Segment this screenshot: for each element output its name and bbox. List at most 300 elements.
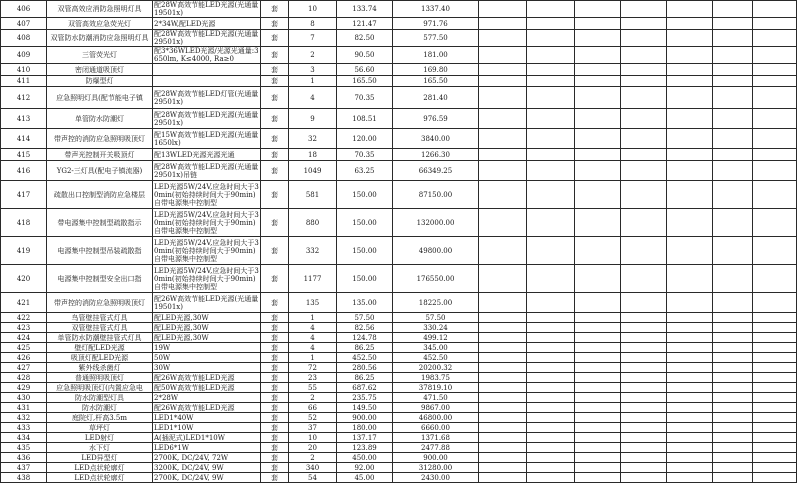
cell-empty: [527, 161, 575, 181]
cell-empty: [621, 64, 667, 76]
cell-empty: [527, 443, 575, 453]
cell-empty: [667, 463, 713, 473]
cell-empty: [753, 343, 797, 353]
cell-empty: [713, 265, 753, 293]
cell-spec: LED光源5W/24V,应急时间大于30min(初始持续时间大于90min)自带电源集中控制型: [154, 210, 259, 235]
cell-empty: [479, 149, 527, 161]
cell-empty: [479, 433, 527, 443]
cell-total: 31280.00: [393, 463, 479, 473]
cell-unit: 套: [261, 393, 289, 403]
cell-empty: [479, 413, 527, 423]
table-row: [1, 393, 797, 403]
cell-empty: [713, 47, 753, 64]
cell-empty: [667, 383, 713, 393]
cell-empty: [621, 403, 667, 413]
cell-qty: 2: [289, 47, 337, 64]
cell-qty: 20: [289, 443, 337, 453]
cell-no: 421: [1, 293, 47, 313]
cell-spec: 2700K, DC/24V, 72W: [153, 453, 261, 463]
cell-unit: 套: [261, 333, 289, 343]
cell-empty: [575, 293, 621, 313]
cell-empty: [575, 333, 621, 343]
cell-empty: [527, 87, 575, 109]
cell-unit: 套: [261, 149, 289, 161]
cell-empty: [667, 403, 713, 413]
cell-price: 90.50: [337, 47, 393, 64]
cell-price: 137.17: [337, 433, 393, 443]
cell-total: 471.50: [393, 393, 479, 403]
cell-empty: [575, 64, 621, 76]
cell-unit: 套: [261, 343, 289, 353]
cell-empty: [713, 463, 753, 473]
cell-empty: [527, 343, 575, 353]
cell-empty: [713, 423, 753, 433]
cell-empty: [575, 353, 621, 363]
cell-empty: [479, 423, 527, 433]
cell-no: 429: [1, 383, 47, 393]
cell-empty: [753, 353, 797, 363]
cell-total: 1337.40: [393, 1, 479, 18]
cell-spec: LED6*1W: [153, 443, 261, 453]
cell-unit: 套: [261, 403, 289, 413]
cell-empty: [479, 109, 527, 129]
cell-spec: 2700K, DC/24V, 9W: [153, 473, 261, 483]
cell-unit: 套: [261, 161, 289, 181]
cell-empty: [713, 443, 753, 453]
cell-total: 3840.00: [393, 129, 479, 149]
cell-empty: [527, 64, 575, 76]
cell-empty: [713, 393, 753, 403]
cell-empty: [667, 237, 713, 265]
cell-empty: [479, 443, 527, 453]
cell-name: 草坪灯: [47, 423, 153, 433]
cell-unit: 套: [261, 473, 289, 483]
cell-empty: [753, 313, 797, 323]
cell-empty: [667, 353, 713, 363]
cell-empty: [753, 473, 797, 483]
cell-qty: 18: [289, 149, 337, 161]
cell-empty: [621, 433, 667, 443]
cell-empty: [527, 353, 575, 363]
cell-qty: 37: [289, 423, 337, 433]
cell-spec: 配28W高效节能LED光源(光通量29501x)吊链: [153, 161, 261, 181]
cell-empty: [527, 149, 575, 161]
cell-price: 687.62: [337, 383, 393, 393]
cell-price: 70.35: [337, 149, 393, 161]
cell-empty: [753, 363, 797, 373]
cell-spec: 配26W高效节能LED光源: [153, 403, 261, 413]
table-row: [1, 18, 797, 30]
cell-qty: 2: [289, 453, 337, 463]
table-row: [1, 383, 797, 393]
cell-qty: 4: [289, 343, 337, 353]
cell-name: 电源集中控制型吊装疏散指: [47, 237, 153, 265]
table-row: [1, 423, 797, 433]
cell-empty: [713, 363, 753, 373]
cell-unit: 套: [261, 383, 289, 393]
cell-empty: [527, 393, 575, 403]
cell-name: 防水防潮灯: [47, 403, 153, 413]
cell-empty: [667, 47, 713, 64]
cell-name: 防水防潮型灯具: [47, 393, 153, 403]
cell-empty: [575, 453, 621, 463]
cell-no: 420: [1, 265, 47, 293]
cell-total: 971.76: [393, 18, 479, 30]
cell-total: 181.00: [393, 47, 479, 64]
cell-no: 411: [1, 76, 47, 87]
table-row: [1, 353, 797, 363]
cell-empty: [667, 129, 713, 149]
cell-price: 124.78: [337, 333, 393, 343]
cell-spec: 配26W高效节能LED光源: [153, 373, 261, 383]
cell-qty: 9: [289, 109, 337, 129]
cell-empty: [479, 64, 527, 76]
cell-name: 带声控的消防应急照明吸顶灯: [47, 129, 153, 149]
cell-empty: [667, 209, 713, 237]
cell-total: 2477.88: [393, 443, 479, 453]
cell-unit: 套: [261, 1, 289, 18]
cell-price: 450.00: [337, 453, 393, 463]
cell-empty: [479, 181, 527, 209]
cell-qty: 1: [289, 76, 337, 87]
cell-empty: [667, 343, 713, 353]
cell-total: 976.59: [393, 109, 479, 129]
cell-empty: [479, 18, 527, 30]
cell-empty: [575, 373, 621, 383]
cell-qty: 332: [289, 237, 337, 265]
cell-empty: [575, 423, 621, 433]
cell-name: 应急照明吸顶灯(内置应急电: [47, 383, 153, 393]
cell-total: 49800.00: [393, 237, 479, 265]
cell-name: 密闭通道吸顶灯: [47, 64, 153, 76]
cell-empty: [527, 433, 575, 443]
cell-qty: 32: [289, 129, 337, 149]
cell-spec: 30W: [153, 363, 261, 373]
cell-price: 180.00: [337, 423, 393, 433]
cell-qty: 23: [289, 373, 337, 383]
cell-name: 鸟管壁挂管式灯具: [47, 313, 153, 323]
cell-empty: [667, 323, 713, 333]
cell-empty: [621, 363, 667, 373]
cell-empty: [527, 453, 575, 463]
cell-empty: [479, 76, 527, 87]
cell-unit: 套: [261, 353, 289, 363]
cell-empty: [621, 149, 667, 161]
cell-empty: [621, 293, 667, 313]
cell-name: 双管防水防潮消防应急照明灯具: [47, 30, 153, 47]
cell-empty: [527, 323, 575, 333]
cell-empty: [479, 237, 527, 265]
cell-empty: [713, 1, 753, 18]
cell-empty: [621, 383, 667, 393]
cell-empty: [621, 109, 667, 129]
cell-unit: 套: [261, 423, 289, 433]
cell-total: 1266.30: [393, 149, 479, 161]
cell-total: 281.40: [393, 87, 479, 109]
cell-empty: [753, 423, 797, 433]
cell-empty: [479, 313, 527, 323]
cell-empty: [479, 353, 527, 363]
cell-no: 431: [1, 403, 47, 413]
cell-empty: [621, 443, 667, 453]
cell-empty: [479, 323, 527, 333]
cell-empty: [621, 47, 667, 64]
cell-empty: [575, 237, 621, 265]
cell-price: 133.74: [337, 1, 393, 18]
cell-price: 123.89: [337, 443, 393, 453]
table-row: [1, 237, 797, 265]
cell-empty: [667, 373, 713, 383]
cell-empty: [621, 343, 667, 353]
cell-spec: 19W: [153, 343, 261, 353]
cell-total: 6660.00: [393, 423, 479, 433]
cell-name: 双管高效应消防急照明灯具: [47, 1, 153, 18]
cell-name: YG2-三灯具(配电子镇流器): [47, 161, 153, 181]
cell-empty: [479, 30, 527, 47]
cell-empty: [527, 30, 575, 47]
cell-price: 135.00: [337, 293, 393, 313]
cell-empty: [667, 473, 713, 483]
cell-name: 带声光控制开关吸顶灯: [47, 149, 153, 161]
cell-no: 425: [1, 343, 47, 353]
cell-empty: [527, 473, 575, 483]
cell-unit: 套: [261, 47, 289, 64]
cell-price: 92.00: [337, 463, 393, 473]
cell-empty: [753, 209, 797, 237]
cell-empty: [479, 87, 527, 109]
cell-empty: [667, 18, 713, 30]
cell-empty: [575, 463, 621, 473]
cell-empty: [527, 383, 575, 393]
cell-empty: [713, 453, 753, 463]
cell-price: 165.50: [337, 76, 393, 87]
cell-empty: [753, 443, 797, 453]
cell-unit: 套: [261, 76, 289, 87]
cell-empty: [479, 209, 527, 237]
cell-empty: [575, 1, 621, 18]
table-row: [1, 293, 797, 313]
cell-no: 434: [1, 433, 47, 443]
cell-empty: [667, 433, 713, 443]
cell-empty: [713, 413, 753, 423]
cell-empty: [713, 433, 753, 443]
cell-empty: [713, 473, 753, 483]
table-row: [1, 433, 797, 443]
cell-unit: 套: [261, 181, 289, 209]
cell-empty: [527, 181, 575, 209]
cell-total: 20200.32: [393, 363, 479, 373]
cell-empty: [621, 453, 667, 463]
cell-empty: [667, 363, 713, 373]
table-row: [1, 64, 797, 76]
cell-empty: [575, 181, 621, 209]
table-row: [1, 473, 797, 483]
cell-unit: 套: [261, 209, 289, 237]
cell-empty: [753, 87, 797, 109]
cell-price: 56.60: [337, 64, 393, 76]
cell-empty: [621, 323, 667, 333]
cell-unit: 套: [261, 18, 289, 30]
cell-empty: [753, 323, 797, 333]
cell-qty: 10: [289, 1, 337, 18]
cell-total: 46800.00: [393, 413, 479, 423]
cell-price: 70.35: [337, 87, 393, 109]
cell-empty: [479, 363, 527, 373]
cell-empty: [527, 265, 575, 293]
cell-empty: [667, 1, 713, 18]
cell-name: 单管防水防潮壁挂管式灯具: [47, 333, 153, 343]
cell-empty: [575, 323, 621, 333]
cell-empty: [667, 443, 713, 453]
cell-qty: 4: [289, 323, 337, 333]
cell-unit: 套: [261, 313, 289, 323]
cell-empty: [753, 393, 797, 403]
cell-empty: [753, 265, 797, 293]
cell-empty: [621, 373, 667, 383]
cell-spec: 2*34W,配LED光源: [153, 18, 261, 30]
cell-price: 452.50: [337, 353, 393, 363]
cell-qty: 1: [289, 353, 337, 363]
cell-empty: [621, 181, 667, 209]
cell-empty: [527, 209, 575, 237]
cell-price: 82.50: [337, 30, 393, 47]
cell-empty: [713, 403, 753, 413]
cell-empty: [667, 413, 713, 423]
cell-price: 150.00: [337, 209, 393, 237]
cell-empty: [575, 443, 621, 453]
cell-price: 149.50: [337, 403, 393, 413]
cell-empty: [753, 149, 797, 161]
cell-name: 电源集中控制型安全出口指: [47, 265, 153, 293]
cell-name: 庭院灯,杆高3.5m: [47, 413, 153, 423]
cell-empty: [753, 403, 797, 413]
cell-spec: LED光源5W/24V,应急时间大于30min(初始持续时间大于90min)自带电源集中控制型: [154, 182, 259, 207]
cell-empty: [667, 30, 713, 47]
cell-qty: 581: [289, 181, 337, 209]
cell-price: 45.00: [337, 473, 393, 483]
cell-empty: [575, 403, 621, 413]
cell-no: 428: [1, 373, 47, 383]
cell-empty: [575, 393, 621, 403]
cell-empty: [713, 293, 753, 313]
cell-no: 424: [1, 333, 47, 343]
cell-unit: 套: [261, 413, 289, 423]
cell-empty: [621, 265, 667, 293]
cell-no: 415: [1, 149, 47, 161]
cell-empty: [479, 463, 527, 473]
cell-price: 108.51: [337, 109, 393, 129]
cell-empty: [667, 293, 713, 313]
cell-empty: [621, 463, 667, 473]
table-row: [1, 1, 797, 18]
table-row: [1, 161, 797, 181]
cell-total: 330.24: [393, 323, 479, 333]
cell-name: 三管荧光灯: [47, 47, 153, 64]
cell-empty: [575, 30, 621, 47]
cell-qty: 1177: [289, 265, 337, 293]
cell-name: 水下灯: [47, 443, 153, 453]
cell-price: 235.75: [337, 393, 393, 403]
cell-empty: [753, 1, 797, 18]
cell-no: 417: [1, 181, 47, 209]
cell-empty: [575, 76, 621, 87]
cell-total: 169.80: [393, 64, 479, 76]
cell-unit: 套: [261, 64, 289, 76]
cell-qty: 880: [289, 209, 337, 237]
cell-no: 437: [1, 463, 47, 473]
cell-unit: 套: [261, 373, 289, 383]
cell-empty: [753, 333, 797, 343]
cell-unit: 套: [261, 323, 289, 333]
cell-spec: 配28W高效节能LED光源(光通量19501x): [153, 1, 261, 18]
cell-empty: [479, 473, 527, 483]
cell-spec: A(插泥式)LED1*10W: [153, 433, 261, 443]
cell-empty: [575, 313, 621, 323]
cell-spec: 配15W高效节能LED光源(光通量1650lx): [153, 129, 261, 149]
cell-empty: [667, 64, 713, 76]
cell-name: LED点状轮廓灯: [47, 473, 153, 483]
cell-empty: [753, 373, 797, 383]
cell-unit: 套: [261, 443, 289, 453]
cell-empty: [621, 423, 667, 433]
cell-no: 419: [1, 237, 47, 265]
cell-spec: 配50W高效节能LED光源: [153, 383, 261, 393]
cell-empty: [753, 30, 797, 47]
cell-empty: [713, 18, 753, 30]
cell-name: LED异型灯: [47, 453, 153, 463]
cell-empty: [667, 181, 713, 209]
cell-empty: [479, 343, 527, 353]
cell-unit: 套: [261, 30, 289, 47]
cell-total: 66349.25: [393, 161, 479, 181]
cell-no: 432: [1, 413, 47, 423]
cell-price: 900.00: [337, 413, 393, 423]
table-row: [1, 413, 797, 423]
cell-empty: [713, 209, 753, 237]
cell-total: 577.50: [393, 30, 479, 47]
cell-empty: [621, 473, 667, 483]
cell-empty: [753, 161, 797, 181]
cell-empty: [479, 333, 527, 343]
cell-qty: 55: [289, 383, 337, 393]
cell-no: 409: [1, 47, 47, 64]
table-row: [1, 109, 797, 129]
cell-empty: [713, 373, 753, 383]
cell-no: 438: [1, 473, 47, 483]
cell-total: 900.00: [393, 453, 479, 463]
cell-empty: [479, 47, 527, 64]
cell-empty: [713, 161, 753, 181]
cell-empty: [621, 313, 667, 323]
cell-empty: [713, 237, 753, 265]
table-row: [1, 209, 797, 237]
table-row: [1, 129, 797, 149]
cell-name: 带电源集中控制型疏散指示: [47, 209, 153, 237]
cell-total: 9867.00: [393, 403, 479, 413]
cell-no: 418: [1, 209, 47, 237]
cell-spec: [153, 76, 261, 87]
cell-no: 408: [1, 30, 47, 47]
cell-empty: [575, 129, 621, 149]
cell-price: 57.50: [337, 313, 393, 323]
cell-spec: LED光源5W/24V,应急时间大于30min(初始持续时间大于90min)自带电源集中控制型: [154, 266, 259, 291]
cell-unit: 套: [261, 463, 289, 473]
cell-empty: [527, 373, 575, 383]
cell-empty: [621, 30, 667, 47]
cell-empty: [753, 18, 797, 30]
cell-empty: [753, 453, 797, 463]
cell-empty: [753, 181, 797, 209]
